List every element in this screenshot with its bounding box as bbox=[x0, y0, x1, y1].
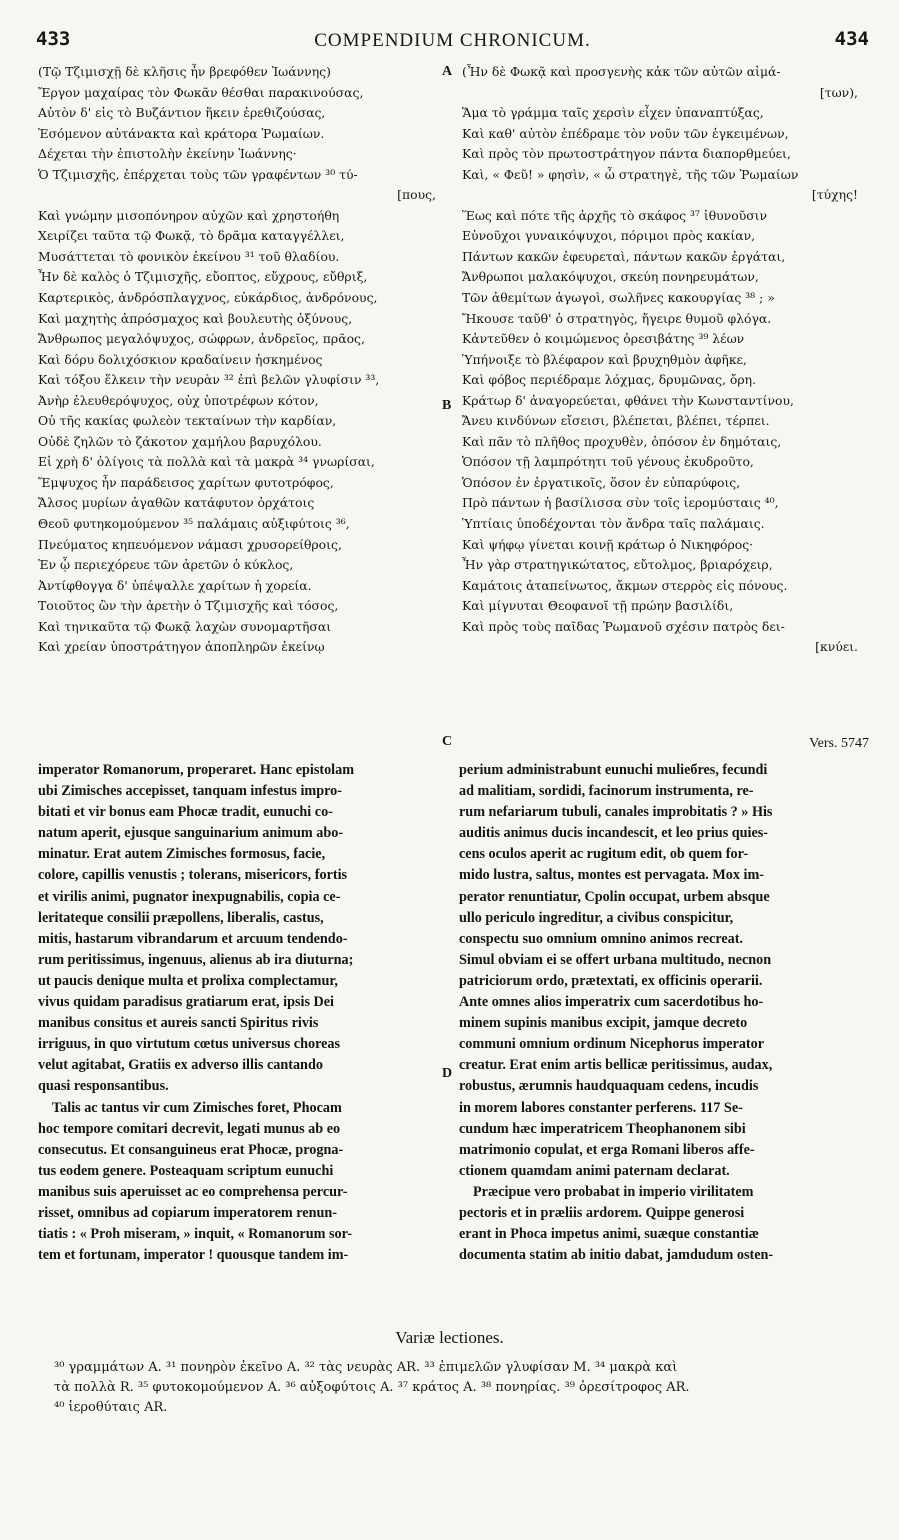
greek-verse-line: [πους, bbox=[397, 187, 436, 203]
latin-text-line: tiatis : « Proh miseram, » inquit, « Romanorum sor- bbox=[38, 1226, 353, 1243]
greek-verse-line: Χειρίζει ταῦτα τῷ Φωκᾷ, τὸ δρᾶμα καταγγέλλει, bbox=[38, 228, 345, 244]
greek-verse-line: Καὶ φόβος περιέδραμε λόχμας, δρυμῶνας, ὄρη. bbox=[462, 372, 757, 388]
variant-reading-line: ⁴⁰ ἱεροθύταις AR. bbox=[54, 1400, 168, 1415]
latin-text-line: leritateque consilii præpollens, liberalis, castus, bbox=[38, 909, 324, 926]
greek-verse-line: [των), bbox=[819, 84, 858, 100]
latin-text-line: creatur. Erat enim artis bellicæ peritissimus, audax, bbox=[459, 1057, 773, 1074]
greek-verse-line: Πνεύματος κηπευόμενον νάμασι χρυσορείθροις, bbox=[38, 536, 342, 552]
latin-text-line: conspectu suo omnium omnino animos recreat. bbox=[459, 930, 744, 947]
greek-verse-line: Οὐ τῆς κακίας φωλεὸν τεκταίνων τὴν καρδίαν, bbox=[38, 413, 337, 429]
latin-text-line: velut agitabat, Gratiis ex adverso illis cantando bbox=[38, 1057, 323, 1074]
latin-text-line: bitati et vir bonus eam Phocæ tradit, eunuchi co- bbox=[38, 804, 333, 821]
greek-verse-line: Καὶ, « Φεῦ! » φησὶν, « ὦ στρατηγὲ, τῆς τῶν Ῥωμαίων bbox=[462, 166, 799, 182]
greek-verse-line: Καὶ ψήφῳ γίνεται κοινῇ κράτωρ ὁ Νικηφόρος· bbox=[462, 536, 754, 552]
latin-text-line: Ante omnes alios imperatrix cum sacerdotibus ho- bbox=[459, 994, 764, 1011]
greek-verse-line: Καὶ δόρυ δολιχόσκιον κραδαίνειν ἠσκημένος bbox=[38, 351, 323, 367]
verse-number: Vers. 5747 bbox=[809, 736, 869, 751]
latin-text-line: communi omnium ordinum Nicephorus imperator bbox=[459, 1036, 765, 1053]
latin-text-line: ubi Zimisches accepisset, tanquam infestus impro- bbox=[38, 783, 342, 800]
latin-text-line: in morem labores constanter perferens. 117 Se- bbox=[459, 1099, 743, 1116]
latin-text-line: vivus quidam paradisus gratiarum erat, ipsis Dei bbox=[38, 994, 334, 1011]
greek-verse-line: Καὶ χρείαν ὑποστράτηγον ἀποπληρῶν ἐκείνῳ bbox=[38, 639, 325, 655]
latin-text-line: patriciorum ordo, prætextati, ex officinis operarii. bbox=[459, 972, 763, 989]
latin-text-line: Præcipue vero probabat in imperio virilitatem bbox=[473, 1183, 754, 1200]
margin-marker-b: B bbox=[442, 398, 452, 413]
latin-text-line: ctionem quamdam animi paternam declarat. bbox=[459, 1162, 730, 1179]
latin-text-line: manibus suis aperuisset ac eo comprehensa percur- bbox=[38, 1183, 348, 1200]
margin-marker-a: A bbox=[442, 64, 453, 79]
greek-verse-line: Μυσάττεται τὸ φονικὸν ἐκείνου ³¹ τοῦ θλαδίου. bbox=[38, 248, 340, 264]
latin-text-line: Talis ac tantus vir cum Zimisches foret, Phocam bbox=[52, 1099, 342, 1116]
latin-text-line: risset, omnibus ad copiarum imperatorem renun- bbox=[38, 1204, 337, 1221]
running-title: COMPENDIUM CHRONICUM. bbox=[314, 30, 591, 51]
latin-text-line: irriguus, in quo virtutum cœtus universus choreas bbox=[38, 1036, 341, 1053]
greek-verse-line: Ἦν δὲ καλὸς ὁ Τζιμισχῆς, εὔοπτος, εὔχρους, εὔθριξ, bbox=[38, 269, 368, 285]
latin-text-line: ut paucis denique multa et prolixa complectamur, bbox=[38, 972, 338, 989]
latin-text-line: tus eodem genere. Posteaquam scriptum eunuchi bbox=[38, 1162, 334, 1179]
latin-text-line: matrimonio copulat, et erga Romani liberos affe- bbox=[459, 1141, 755, 1158]
greek-verse-line: (Ἦν δὲ Φωκᾷ καὶ προσγενὴς κἀκ τῶν αὐτῶν αἱμά- bbox=[462, 64, 781, 79]
greek-verse-line: Κἀντεῦθεν ὁ κοιμώμενος ὀρεσιβάτης ³⁹ λέων bbox=[462, 331, 745, 347]
greek-verse-line: Τοιοῦτος ὢν τὴν ἀρετὴν ὁ Τζιμισχῆς καὶ τόσος, bbox=[38, 598, 339, 614]
greek-verse-line: Ἀνὴρ ἐλευθερόψυχος, οὐχ ὑποτρέφων κότον, bbox=[38, 392, 319, 408]
greek-verse-line: Ἤκουσε ταῦθ' ὁ στρατηγὸς, ἤγειρε θυμοῦ φλόγα. bbox=[462, 310, 772, 326]
latin-column-left bbox=[38, 760, 448, 1266]
greek-verse-line: Ὁπόσον τῇ λαμπρότητι τοῦ γένους ἐκυδροῦτο, bbox=[462, 454, 754, 470]
page-number-left: 433 bbox=[36, 28, 71, 50]
latin-text-line: documenta statim ab initio dabat, jamdudum osten- bbox=[459, 1247, 774, 1264]
variant-reading-line: τὰ πολλὰ R. ³⁵ φυτοκομούμενον A. ³⁶ αὐξοφύτοις A. ³⁷ κράτος A. ³⁸ πονηρίας. ³⁹ ὀρεσίτροφος AR. bbox=[54, 1380, 690, 1395]
latin-text-line: natum aperit, ejusque sanguinarium animum abo- bbox=[38, 825, 344, 842]
latin-text-line: rum nefariarum tubuli, canales improbitatis ? » His bbox=[459, 804, 773, 821]
margin-marker-d: D bbox=[442, 1066, 453, 1081]
greek-verse-line: Καὶ πᾶν τὸ πλῆθος προχυθὲν, ὁπόσον ἐν δημόταις, bbox=[462, 433, 782, 449]
latin-text-line: rum peritissimus, ingenuus, alienus ab ira diuturna; bbox=[38, 951, 354, 968]
latin-text-line: et virilis animi, pugnator inexpugnabilis, copia ce- bbox=[38, 888, 341, 905]
greek-verse-line: Εὐνοῦχοι γυναικόψυχοι, πόριμοι πρὸς κακίαν, bbox=[462, 228, 756, 244]
greek-verse-line: Τῶν ἀθεμίτων ἀγωγοὶ, σωλῆνες κακουργίας ³⁸ ; » bbox=[462, 290, 775, 306]
greek-verse-line: Οὐδὲ ζηλῶν τὸ ζάκοτον χαμήλου βαρυχόλου. bbox=[38, 433, 322, 449]
variae-lectiones-heading: Variæ lectiones. bbox=[395, 1328, 504, 1347]
margin-marker-c: C bbox=[442, 734, 453, 749]
greek-verse-line: Ἕως καὶ πότε τῆς ἀρχῆς τὸ σκάφος ³⁷ ἰθυνοῦσιν bbox=[462, 207, 768, 223]
latin-text-line: mido lustra, saltus, montes est pervagata. Mox im- bbox=[459, 867, 765, 884]
greek-verse-line: Ἀντίφθογγα δ' ὑπέψαλλε χαρίτων ἡ χορεία. bbox=[38, 577, 312, 593]
page-number-right: 434 bbox=[834, 28, 869, 50]
variae-lectiones bbox=[54, 1358, 869, 1418]
latin-column-right bbox=[459, 760, 871, 1266]
variant-reading-line: ³⁰ γραμμάτων A. ³¹ πονηρὸν ἐκεῖνο A. ³² τὰς νευρὰς AR. ³³ ἐπιμελῶν γλυφίσαν M. ³⁴ μακρὰ καὶ bbox=[54, 1360, 678, 1375]
greek-verse-line: Ἔμψυχος ἦν παράδεισος χαρίτων φυτοτρόφος, bbox=[38, 474, 334, 490]
greek-column-left bbox=[38, 62, 452, 658]
latin-text-line: ad malitiam, sordidi, facinorum instrumenta, re- bbox=[459, 783, 754, 800]
greek-verse-line: Ἄνθρωποι μαλακόψυχοι, σκεύη πονηρευμάτων, bbox=[462, 269, 759, 285]
latin-text-line: Simul obviam ei se offert urbana multitudo, necnon bbox=[459, 951, 772, 968]
greek-verse-line: Αὐτὸν δ' εἰς τὸ Βυζάντιον ἥκειν ἐρεθιζούσας, bbox=[38, 105, 326, 121]
greek-verse-line: Πρὸ πάντων ἡ βασίλισσα σὺν τοῖς ἱερομύσταις ⁴⁰, bbox=[462, 495, 779, 511]
greek-verse-line: Ἐσόμενον αὐτάνακτα καὶ κράτορα Ῥωμαίων. bbox=[38, 125, 325, 141]
greek-verse-line: Δέχεται τὴν ἐπιστολὴν ἐκείνην Ἰωάννης· bbox=[38, 146, 297, 162]
greek-verse-line: Πάντων κακῶν ἐφευρεταὶ, πάντων κακῶν ἐργάται, bbox=[462, 248, 786, 264]
greek-verse-line: Εἰ χρὴ δ' ὀλίγοις τὰ πολλὰ καὶ τὰ μακρὰ ³⁴ γνωρίσαι, bbox=[38, 454, 375, 470]
latin-text-line: pectoris et in præliis ardorem. Quippe generosi bbox=[459, 1204, 745, 1221]
latin-text-line: consecutus. Et consanguineus erat Phocæ, progna- bbox=[38, 1141, 344, 1158]
latin-text-line: auditis animus ducis incandescit, et leo prius quies- bbox=[459, 825, 769, 842]
greek-verse-line: [τύχης! bbox=[811, 187, 858, 203]
greek-verse-line: Καὶ γνώμην μισοπόνηρον αὐχῶν καὶ χρηστοήθη bbox=[38, 207, 340, 223]
greek-verse-line: Ἦν γὰρ στρατηγικώτατος, εὔτολμος, βριαρόχειρ, bbox=[462, 557, 773, 573]
page-header bbox=[36, 28, 869, 58]
greek-verse-line: Καὶ πρὸς τὸν πρωτοστράτηγον πάντα διαπορθμεύει, bbox=[462, 146, 791, 162]
latin-text-line: cens oculos aperit ac rugitum edit, ob quem for- bbox=[459, 846, 749, 863]
greek-verse-line: Ἅμα τὸ γράμμα ταῖς χερσὶν εἶχεν ὑπαναπτύξας, bbox=[462, 105, 764, 121]
greek-verse-line: Ἄλσος μυρίων ἀγαθῶν κατάφυτον ὀρχάτοις bbox=[38, 495, 315, 511]
greek-verse-line: Καμάτοις ἀταπείνωτος, ἄκμων στερρὸς εἰς πόνους. bbox=[462, 577, 788, 593]
greek-verse-line: Καὶ τόξου ἕλκειν τὴν νευρὰν ³² ἐπὶ βελῶν γλυφίσιν ³³, bbox=[38, 372, 380, 388]
greek-verse-line: Θεοῦ φυτηκομούμενον ³⁵ παλάμαις αὐξιφύτοις ³⁶, bbox=[38, 516, 350, 532]
greek-verse-line: Ὁπόσον ἐν ἐργατικοῖς, ὅσον ἐν εὐπαρύφοις, bbox=[462, 474, 741, 490]
greek-verse-line: Ἄνευ κινδύνων εἴσεισι, βλέπεται, βλέπει, τέρπει. bbox=[462, 413, 770, 429]
latin-text-line: hoc tempore comitari decrevit, legati munus ab eo bbox=[38, 1120, 341, 1137]
greek-verse-line: Κράτωρ δ' ἀναγορεύεται, φθάνει τὴν Κωνσταντίνου, bbox=[462, 392, 794, 408]
greek-verse-line: Ὑπήνοιξε τὸ βλέφαρον καὶ βρυχηθμὸν ἀφῆκε, bbox=[462, 351, 747, 367]
latin-text-line: colore, capillis venustis ; tolerans, misericors, fortis bbox=[38, 867, 348, 884]
latin-text-line: imperator Romanorum, properaret. Hanc epistolam bbox=[38, 762, 355, 778]
latin-text-line: mitis, hastarum vibrandarum et arcuum tendendo- bbox=[38, 930, 348, 947]
greek-verse-line: Ἐν ᾧ περιεχόρευε τῶν ἀρετῶν ὁ κύκλος, bbox=[38, 557, 294, 573]
greek-verse-line: [κνύει. bbox=[815, 639, 858, 655]
greek-verse-line: Καρτερικὸς, ἀνδρόσπλαγχνος, εὐκάρδιος, ἀνδρόνους, bbox=[38, 290, 378, 306]
greek-verse-line: Καὶ μίγνυται Θεοφανοῖ τῇ πρώην βασιλίδι, bbox=[462, 598, 734, 614]
greek-verse-line: Καὶ μαχητὴς ἀπρόσμαχος καὶ βουλευτὴς ὀξύνους, bbox=[38, 310, 353, 326]
greek-column-right bbox=[462, 62, 874, 658]
greek-verse-line: Καὶ τηνικαῦτα τῷ Φωκᾷ λαχὼν συνομαρτῆσαι bbox=[38, 618, 332, 634]
greek-verse-line: Ἄνθρωπος μεγαλόψυχος, σώφρων, ἀνδρεῖος, πρᾶος, bbox=[38, 331, 365, 347]
latin-text-line: cundum hæc imperatricem Theophanonem sibi bbox=[459, 1120, 746, 1137]
latin-text-line: perium administrabunt eunuchi mulieбres, fecundi bbox=[459, 762, 768, 778]
greek-verse-line: (Τῷ Τζιμισχῇ δὲ κλῆσις ἦν βρεφόθεν Ἰωάννης) bbox=[38, 64, 331, 79]
greek-verse-line: Καὶ πρὸς τοὺς παῖδας Ῥωμανοῦ σχέσιν πατρὸς δει- bbox=[462, 618, 785, 634]
latin-text-line: perator renuntiatur, Cpolin occupat, urbem absque bbox=[459, 888, 770, 905]
latin-text-line: minatur. Erat autem Zimisches formosus, facie, bbox=[38, 846, 326, 863]
latin-text-line: minem supinis manibus excipit, jamque decreto bbox=[459, 1015, 748, 1032]
latin-text-line: robustus, ærumnis haudquaquam cedens, incudis bbox=[459, 1078, 759, 1095]
greek-verse-line: Καὶ καθ' αὐτὸν ἐπέδραμε τὸν νοῦν τῶν ἐγκειμένων, bbox=[462, 125, 789, 141]
latin-text-line: ullo periculo ingreditur, a civibus conspicitur, bbox=[459, 909, 734, 926]
greek-verse-line: Ἔργον μαχαίρας τὸν Φωκᾶν θέσθαι παρακινούσας, bbox=[38, 84, 364, 100]
latin-text-line: tem et fortunam, imperator ! quousque tandem im- bbox=[38, 1247, 349, 1264]
greek-verse-line: Ὑπτίαις ὑποδέχονται τὸν ἄνδρα ταῖς παλάμαις. bbox=[462, 516, 765, 532]
latin-text-line: manibus consitus et aureis sancti Spiritus rivis bbox=[38, 1015, 319, 1032]
latin-text-line: erant in Phoca impetus animi, suæque constantiæ bbox=[459, 1226, 759, 1243]
latin-text-line: quasi responsantibus. bbox=[38, 1078, 169, 1095]
greek-verse-line: Ὁ Τζιμισχῆς, ἐπέρχεται τοὺς τῶν γραφέντων ³⁰ τύ- bbox=[38, 166, 358, 182]
